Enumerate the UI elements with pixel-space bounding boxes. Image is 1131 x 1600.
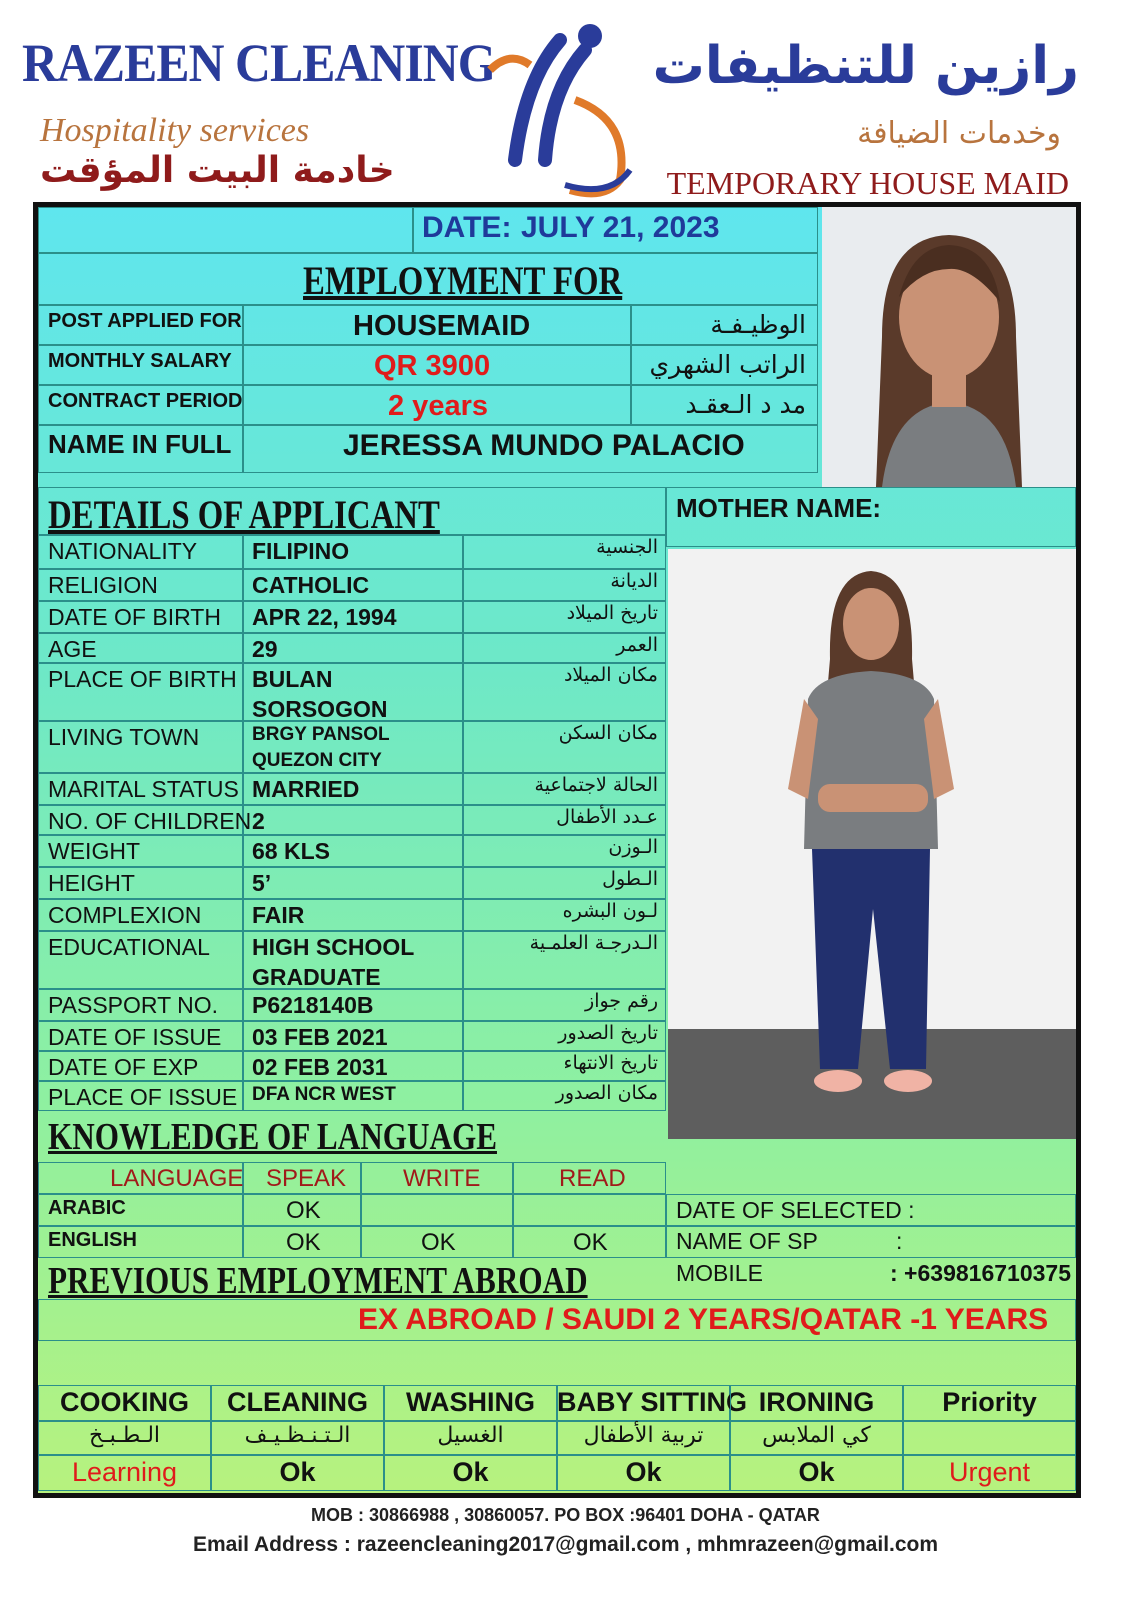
details-heading: DETAILS OF APPLICANT bbox=[48, 492, 440, 537]
detail-value: FILIPINO bbox=[252, 538, 350, 564]
sp-name-colon: : bbox=[896, 1228, 903, 1254]
brand-subtitle: Hospitality services bbox=[40, 112, 310, 149]
skill-level: Urgent bbox=[948, 1457, 1031, 1487]
contract-period-label: CONTRACT PERIOD bbox=[48, 390, 243, 412]
company-logo bbox=[470, 10, 640, 200]
detail-label: DATE OF BIRTH bbox=[48, 604, 221, 630]
detail-value: P6218140B bbox=[252, 992, 374, 1018]
detail-label: PASSPORT NO. bbox=[48, 992, 218, 1018]
detail-arabic-label: الجنسية bbox=[596, 536, 658, 558]
detail-value-line2: GRADUATE bbox=[252, 964, 381, 990]
applicant-card bbox=[33, 202, 1081, 1498]
footer-contact-line: MOB : 30866988 , 30860057. PO BOX :96401 DOHA - QATAR bbox=[311, 1505, 820, 1525]
detail-value: MARRIED bbox=[252, 776, 360, 802]
post-applied-value: HOUSEMAID bbox=[353, 310, 531, 342]
detail-label: DATE OF EXP bbox=[48, 1054, 199, 1080]
skill-name: COOKING bbox=[59, 1387, 189, 1417]
detail-value: 2 bbox=[252, 808, 265, 834]
brand-arabic-tagline: خادمة البيت المؤقت bbox=[40, 150, 395, 191]
detail-label: NATIONALITY bbox=[48, 538, 198, 564]
contract-period-arabic: مد د الـعقـد bbox=[685, 390, 806, 419]
detail-arabic-label: الحالة لاجتماعية bbox=[534, 774, 658, 796]
detail-label: HEIGHT bbox=[48, 870, 135, 896]
detail-cell bbox=[243, 867, 463, 899]
detail-value: APR 22, 1994 bbox=[252, 604, 397, 630]
skill-name: Priority bbox=[942, 1387, 1037, 1417]
detail-value-line2: SORSOGON bbox=[252, 696, 388, 722]
footer-email-line: Email Address : razeencleaning2017@gmail.com , mhmrazeen@gmail.com bbox=[192, 1533, 939, 1556]
detail-arabic-label: مكان الصدور bbox=[555, 1082, 658, 1104]
brand-name-english: RAZEEN CLEANING bbox=[22, 33, 496, 93]
detail-arabic-label: الـوزن bbox=[608, 836, 658, 858]
name-in-full-label: NAME IN FULL bbox=[48, 429, 232, 459]
detail-value: 03 FEB 2021 bbox=[252, 1024, 388, 1050]
post-applied-arabic: الوظيـفـة bbox=[710, 310, 806, 339]
mobile-value: : +639816710375 bbox=[890, 1260, 1071, 1286]
skill-level: Learning bbox=[71, 1457, 178, 1487]
previous-employment-text: EX ABROAD / SAUDI 2 YEARS/QATAR -1 YEARS bbox=[358, 1303, 1049, 1336]
detail-label: DATE OF ISSUE bbox=[48, 1024, 222, 1050]
detail-label: WEIGHT bbox=[48, 838, 140, 864]
lang-col-speak: SPEAK bbox=[266, 1165, 347, 1192]
lang-english-read: OK bbox=[573, 1229, 608, 1256]
detail-arabic-label: العمر bbox=[616, 634, 658, 656]
date-selected-label: DATE OF SELECTED : bbox=[676, 1197, 915, 1223]
detail-arabic-label: لـون البشره bbox=[562, 900, 658, 922]
lang-arabic-speak: OK bbox=[286, 1197, 321, 1224]
lang-english-write: OK bbox=[421, 1229, 456, 1256]
monthly-salary-arabic: الراتب الشهري bbox=[649, 350, 806, 379]
detail-label: RELIGION bbox=[48, 572, 158, 598]
detail-label: EDUCATIONAL bbox=[48, 934, 210, 960]
skill-level: Ok bbox=[625, 1457, 662, 1487]
lang-english-speak: OK bbox=[286, 1229, 321, 1256]
date-value: JULY 21, 2023 bbox=[521, 211, 720, 244]
skill-name: CLEANING bbox=[227, 1387, 368, 1417]
previous-employment-heading: PREVIOUS EMPLOYMENT ABROAD bbox=[48, 1260, 588, 1302]
detail-value: DFA NCR WEST bbox=[252, 1084, 396, 1105]
detail-arabic-label: مكان الميلاد bbox=[563, 664, 658, 686]
skill-name: BABY SITTING bbox=[557, 1387, 748, 1417]
detail-label: COMPLEXION bbox=[48, 902, 202, 928]
document-type: TEMPORARY HOUSE MAID bbox=[666, 165, 1069, 201]
detail-label: NO. OF CHILDREN bbox=[48, 808, 252, 834]
skill-name-arabic: تربية الأطفال bbox=[583, 1423, 704, 1448]
detail-value-line2: QUEZON CITY bbox=[252, 750, 382, 771]
skill-name: WASHING bbox=[405, 1387, 535, 1417]
skill-level: Ok bbox=[279, 1457, 316, 1487]
mobile-label: MOBILE bbox=[676, 1260, 763, 1286]
employment-heading: EMPLOYMENT FOR bbox=[303, 258, 623, 303]
detail-arabic-label: الـدرجـة العلمـية bbox=[529, 932, 658, 954]
skill-name-arabic: كي الملابس bbox=[762, 1423, 871, 1448]
monthly-salary-value: QR 3900 bbox=[374, 350, 491, 382]
detail-value: 5’ bbox=[252, 870, 272, 896]
sp-name-label: NAME OF SP bbox=[676, 1228, 818, 1254]
applicant-full-body-photo bbox=[668, 549, 1076, 1139]
detail-value: 68 KLS bbox=[252, 838, 330, 864]
skill-level: Ok bbox=[798, 1457, 835, 1487]
skill-name-arabic: الـطـبـخ bbox=[88, 1423, 161, 1448]
language-heading: KNOWLEDGE OF LANGUAGE bbox=[48, 1116, 497, 1158]
name-in-full-value: JERESSA MUNDO PALACIO bbox=[343, 429, 745, 462]
detail-label: AGE bbox=[48, 636, 97, 662]
lang-col-write: WRITE bbox=[403, 1165, 481, 1192]
detail-arabic-label: عـدد الأطفال bbox=[556, 806, 658, 828]
detail-arabic-label: تاريخ الميلاد bbox=[566, 602, 658, 624]
detail-arabic-label: رقم جواز bbox=[585, 990, 658, 1012]
lang-cell bbox=[361, 1194, 513, 1226]
detail-value: 29 bbox=[252, 636, 278, 662]
detail-value: CATHOLIC bbox=[252, 572, 370, 598]
detail-arabic-label: الـطول bbox=[602, 868, 658, 890]
lang-col-read: READ bbox=[559, 1165, 626, 1192]
lang-col-language: LANGUAGE bbox=[110, 1165, 244, 1192]
detail-value: HIGH SCHOOL bbox=[252, 934, 415, 960]
skill-name: IRONING bbox=[758, 1387, 875, 1417]
detail-cell bbox=[243, 805, 463, 835]
applicant-portrait-photo bbox=[822, 207, 1076, 487]
detail-value: BULAN bbox=[252, 666, 333, 692]
detail-label: MARITAL STATUS bbox=[48, 776, 239, 802]
date-label: DATE: bbox=[422, 211, 512, 244]
skill-name-arabic: الغسيل bbox=[437, 1423, 504, 1448]
post-applied-label: POST APPLIED FOR bbox=[48, 310, 242, 332]
skill-level: Ok bbox=[452, 1457, 489, 1487]
brand-name-arabic: رازين للتنظيفات bbox=[652, 36, 1079, 96]
detail-label: PLACE OF ISSUE bbox=[48, 1084, 238, 1110]
skill-name-arabic: الـتـنـظـيـف bbox=[244, 1423, 351, 1448]
contract-period-value: 2 years bbox=[388, 390, 488, 422]
date-empty-cell bbox=[38, 207, 413, 253]
lang-cell bbox=[513, 1194, 666, 1226]
monthly-salary-label: MONTHLY SALARY bbox=[48, 350, 232, 372]
detail-arabic-label: مكان السكن bbox=[558, 722, 658, 744]
detail-label: LIVING TOWN bbox=[48, 724, 200, 750]
detail-arabic-label: الديانة bbox=[610, 570, 658, 592]
skill-cell bbox=[903, 1421, 1076, 1455]
detail-value: BRGY PANSOL bbox=[252, 724, 390, 745]
detail-label: PLACE OF BIRTH bbox=[48, 666, 237, 692]
mother-name-label: MOTHER NAME: bbox=[676, 493, 882, 523]
detail-value: FAIR bbox=[252, 902, 305, 928]
brand-arabic-subtitle: وخدمات الضيافة bbox=[857, 116, 1061, 151]
detail-value: 02 FEB 2031 bbox=[252, 1054, 388, 1080]
detail-arabic-label: تاريخ الصدور bbox=[558, 1022, 658, 1044]
detail-arabic-label: تاريخ الانتهاء bbox=[563, 1052, 658, 1074]
lang-arabic-name: ARABIC bbox=[48, 1197, 126, 1219]
lang-english-name: ENGLISH bbox=[48, 1229, 137, 1251]
